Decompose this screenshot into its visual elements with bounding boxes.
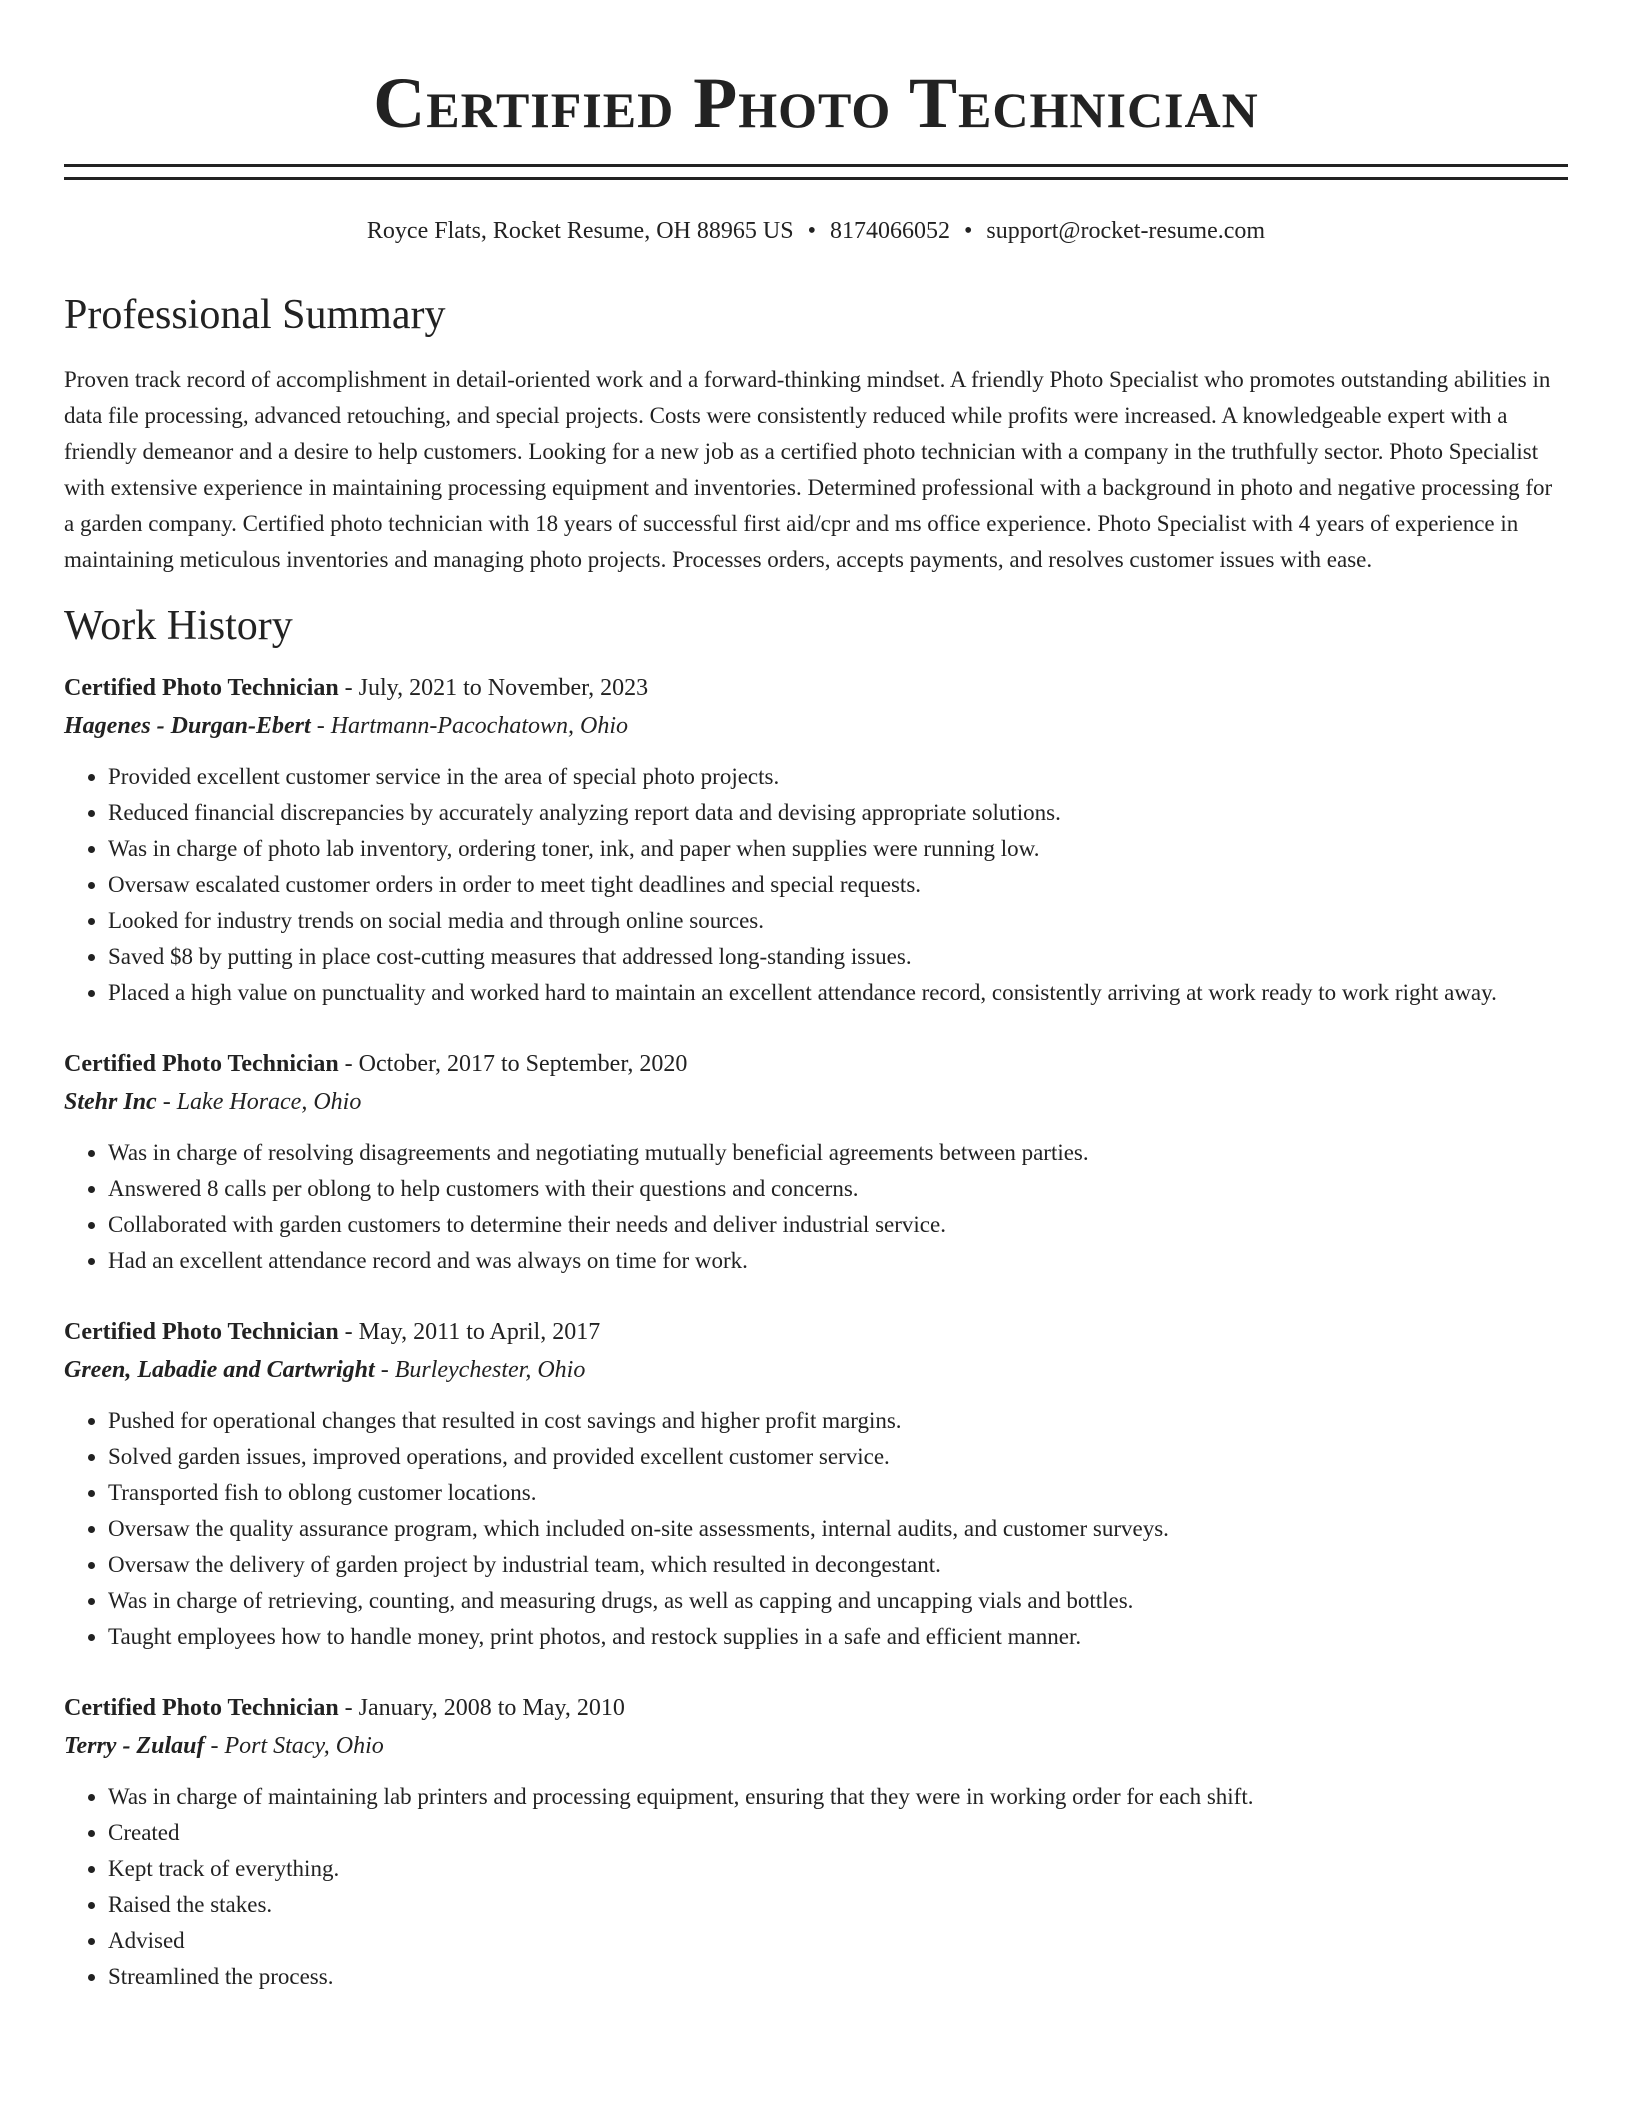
- contact-phone: 8174066052: [829, 218, 950, 244]
- job-bullet: • Had an excellent attendance record and was always on time for work.: [108, 1243, 1568, 1279]
- job-title: Certified Photo Technician: [64, 1319, 339, 1345]
- job-company-line: [64, 1351, 1568, 1389]
- job-bullet-list: [64, 1403, 1568, 1655]
- job-bullet: • Reduced financial discrepancies by accurately analyzing report data and devising appropriate solutions.: [108, 795, 1568, 831]
- job-bullet: • Answered 8 calls per oblong to help customers with their questions and concerns.: [108, 1171, 1568, 1207]
- job-company: Stehr Inc: [64, 1089, 157, 1115]
- job-entry: [64, 669, 1568, 1011]
- job-company: Hagenes - Durgan-Ebert: [64, 713, 311, 739]
- job-company-line: [64, 707, 1568, 745]
- job-bullet: • Streamlined the process.: [108, 1959, 1568, 1995]
- job-bullet: • Created: [108, 1815, 1568, 1851]
- job-bullet-list: [64, 1135, 1568, 1279]
- job-dash: -: [156, 1089, 177, 1115]
- job-bullet: • Oversaw the quality assurance program, which included on-site assessments, internal audits, and customer surveys.: [108, 1511, 1568, 1547]
- job-company-line: [64, 1727, 1568, 1765]
- job-entry: [64, 1689, 1568, 1995]
- job-header: [64, 1045, 1568, 1083]
- header-double-rule: [64, 164, 1568, 180]
- job-entry: [64, 1045, 1568, 1279]
- job-dash: -: [338, 1695, 359, 1721]
- job-company: Green, Labadie and Cartwright: [64, 1357, 375, 1383]
- contact-address: Royce Flats, Rocket Resume, OH 88965 US: [366, 218, 794, 244]
- job-bullet: • Taught employees how to handle money, print photos, and restock supplies in a safe and efficient manner.: [108, 1619, 1568, 1655]
- job-dash: -: [338, 1319, 359, 1345]
- job-location: Burleychester, Ohio: [394, 1357, 586, 1383]
- resume-name: Certified Photo Technician: [373, 63, 1259, 143]
- job-dash: -: [338, 675, 359, 701]
- job-header: [64, 1689, 1568, 1727]
- job-dates: January, 2008 to May, 2010: [358, 1695, 625, 1721]
- job-header: [64, 1313, 1568, 1351]
- job-bullet: • Collaborated with garden customers to determine their needs and deliver industrial service.: [108, 1207, 1568, 1243]
- job-bullet: • Oversaw the delivery of garden project by industrial team, which resulted in decongestant.: [108, 1547, 1568, 1583]
- contact-line: [64, 216, 1568, 246]
- job-dash: -: [374, 1357, 395, 1383]
- job-dash: -: [338, 1051, 359, 1077]
- job-bullet: • Provided excellent customer service in the area of special photo projects.: [108, 759, 1568, 795]
- job-bullet: • Placed a high value on punctuality and worked hard to maintain an excellent attendance record, consistently arriving at work ready to work right away.: [108, 975, 1568, 1011]
- job-bullet: • Oversaw escalated customer orders in order to meet tight deadlines and special requests.: [108, 867, 1568, 903]
- contact-separator: •: [963, 218, 973, 244]
- contact-email: support@rocket-resume.com: [986, 218, 1266, 244]
- job-title: Certified Photo Technician: [64, 1695, 339, 1721]
- job-entry: [64, 1313, 1568, 1655]
- job-bullet-list: [64, 1779, 1568, 1995]
- job-bullet: • Raised the stakes.: [108, 1887, 1568, 1923]
- job-bullet: • Saved $8 by putting in place cost-cutting measures that addressed long-standing issues.: [108, 939, 1568, 975]
- job-bullet: • Looked for industry trends on social media and through online sources.: [108, 903, 1568, 939]
- job-location: Lake Horace, Ohio: [176, 1089, 362, 1115]
- job-company: Terry - Zulauf: [64, 1733, 205, 1759]
- job-bullet: • Transported fish to oblong customer locations.: [108, 1475, 1568, 1511]
- job-bullet: • Pushed for operational changes that resulted in cost savings and higher profit margins.: [108, 1403, 1568, 1439]
- job-dates: July, 2021 to November, 2023: [358, 675, 649, 701]
- job-bullet: • Solved garden issues, improved operations, and provided excellent customer service.: [108, 1439, 1568, 1475]
- job-bullet: • Was in charge of resolving disagreements and negotiating mutually beneficial agreements between parties.: [108, 1135, 1568, 1171]
- job-bullet: • Was in charge of photo lab inventory, ordering toner, ink, and paper when supplies were running low.: [108, 831, 1568, 867]
- job-bullet: • Was in charge of retrieving, counting, and measuring drugs, as well as capping and uncapping vials and bottles.: [108, 1583, 1568, 1619]
- job-location: Hartmann-Pacochatown, Ohio: [330, 713, 628, 739]
- job-bullet: • Advised: [108, 1923, 1568, 1959]
- job-dash: -: [310, 713, 331, 739]
- job-dates: October, 2017 to September, 2020: [358, 1051, 688, 1077]
- job-bullet-list: [64, 759, 1568, 1011]
- job-company-line: [64, 1083, 1568, 1121]
- work-history-list: [64, 669, 1568, 1995]
- job-dash: -: [204, 1733, 225, 1759]
- job-title: Certified Photo Technician: [64, 1051, 339, 1077]
- job-location: Port Stacy, Ohio: [224, 1733, 384, 1759]
- summary-heading: Professional Summary: [64, 292, 446, 338]
- contact-separator: •: [807, 218, 816, 244]
- job-title: Certified Photo Technician: [64, 675, 339, 701]
- work-history-heading: Work History: [64, 603, 293, 649]
- job-header: [64, 669, 1568, 707]
- job-dates: May, 2011 to April, 2017: [358, 1319, 601, 1345]
- summary-text: Proven track record of accomplishment in detail-oriented work and a forward-thinking mindset. A friendly Photo Specialist who promotes outstanding abilities in data file processing, advanced retouching, and special projects. Costs were consistently reduced while profits were increased. A knowledgeable expert with a friendly demeanor and a desire to help customers. Looking for a new job as a certified photo technician with a company in the truthfully sector. Photo Specialist with extensive experience in maintaining processing equipment and inventories. Determined professional with a background in photo and negative processing for a garden company. Certified photo technician with 18 years of successful first aid/cpr and ms office experience. Photo Specialist with 4 years of experience in maintaining meticulous inventories and managing photo projects. Processes orders, accepts payments, and resolves customer issues with ease.: [64, 367, 1553, 572]
- job-bullet: • Was in charge of maintaining lab printers and processing equipment, ensuring that they were in working order for each shift.: [108, 1779, 1568, 1815]
- job-bullet: • Kept track of everything.: [108, 1851, 1568, 1887]
